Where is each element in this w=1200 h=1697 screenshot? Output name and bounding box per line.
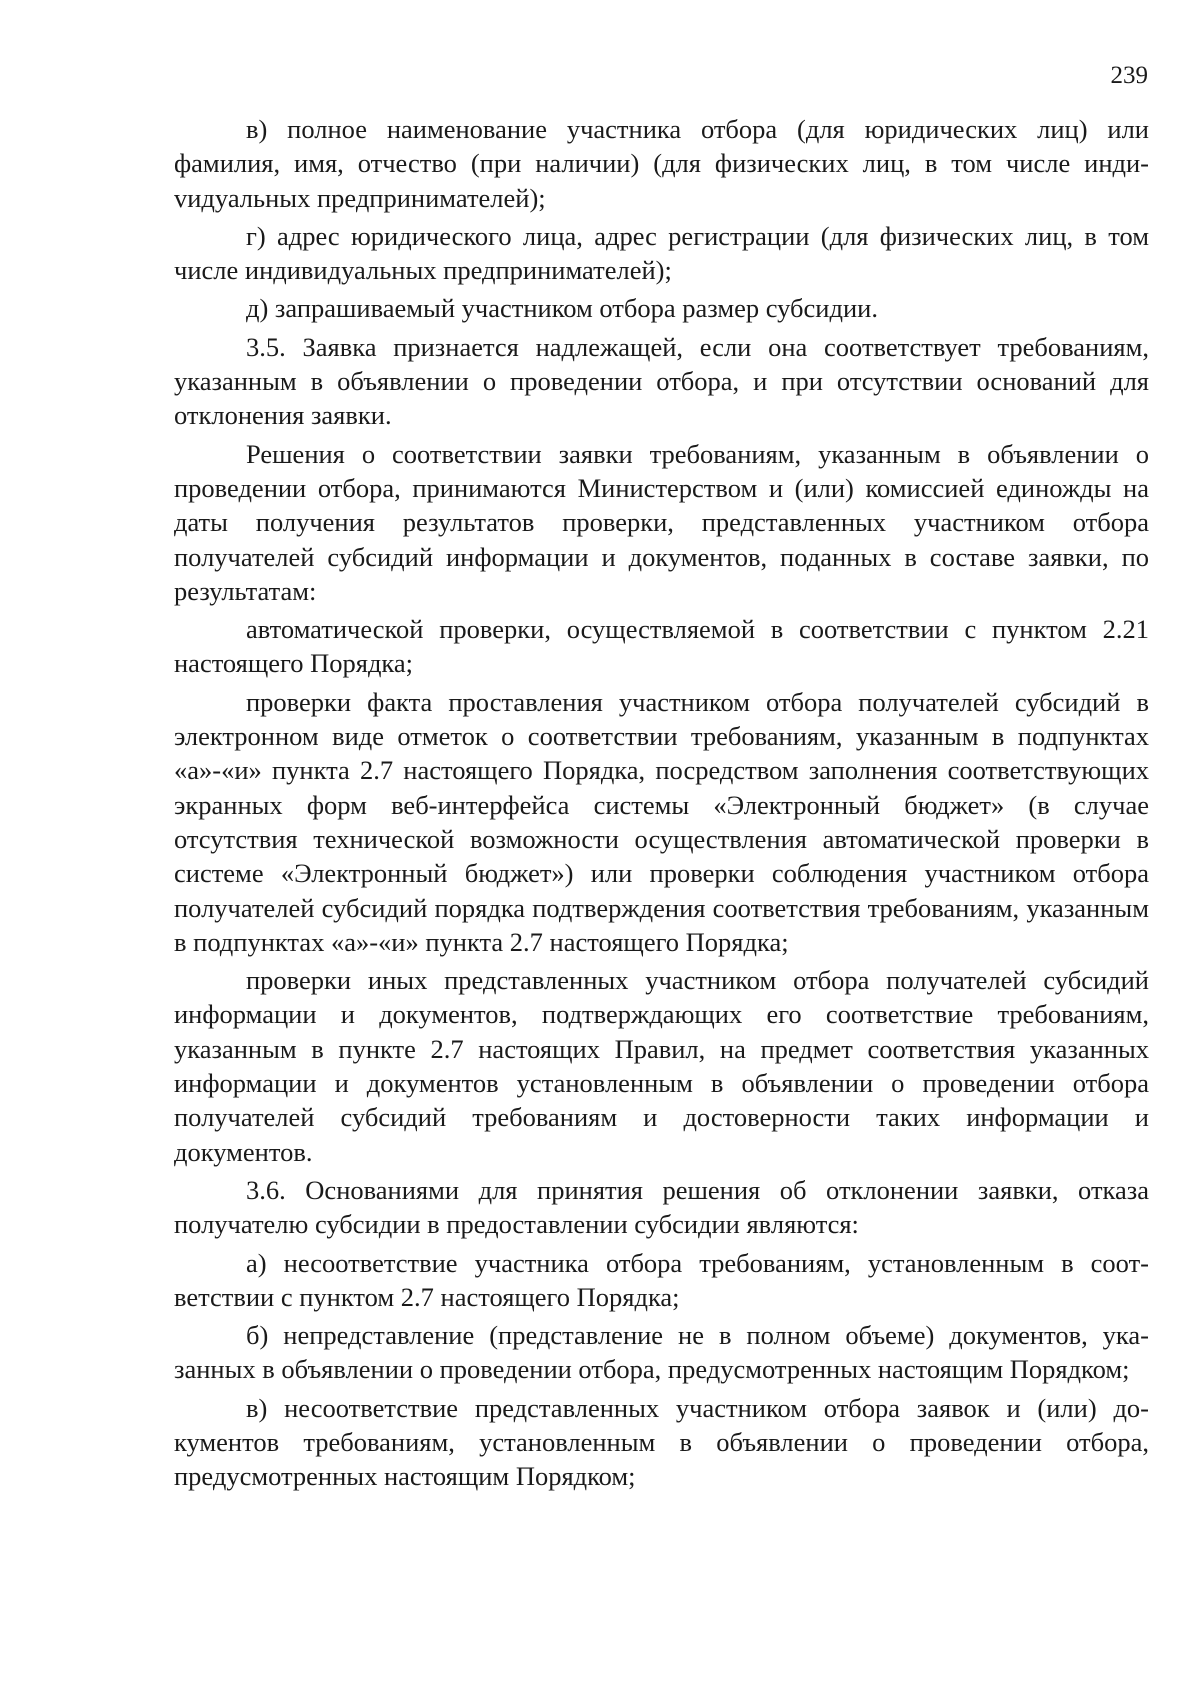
paragraph-item-d: д) запрашиваемый участником отбора размер субсидии. <box>246 293 878 324</box>
paragraph-marks-check: проверки факта проставления участником отбора получателей субсидий в электронном виде отметок о соответствии требованиям, указанным в подпунктах «а»-«и» пункта 2.7 настоящего Порядка, посредством заполнения соответствующих экранных форм веб-интерфейса системы «Электронный бюджет» (в случае отсутствия технической возможности осуществления автоматической проверки в системе «Электронный бюджет») или проверки соблюдения участником отбора получателей субсидий порядка подтверждения соответствия требованиям, указанным в подпунктах «а»-«и» пункта 2.7 настоящего Порядка; <box>174 686 1149 957</box>
paragraph-automatic-check: автоматической проверки, осуществляемой в соответствии с пунктом 2.21 настоящего Порядка; <box>174 614 1149 679</box>
paragraph-reason-v: в) несоответствие представленных участником отбора заявок и (или) документов требованиям, установленным в объявлении о проведении отбора, предусмотренных настоящим Порядком; <box>174 1392 1149 1492</box>
paragraph-item-g: г) адрес юридического лица, адрес регистрации (для физических лиц, в том числе индивидуальных предпринимателей); <box>174 220 1149 286</box>
paragraph-decisions: Решения о соответствии заявки требованиям, указанным в объявлении о проведении отбора, принимаются Министерством и (или) комиссией единожды на даты получения результатов проверки, представленных участником отбора получателей субсидий информации и документов, поданных в составе заявки, по результатам: <box>174 438 1149 606</box>
paragraph-3-5: 3.5. Заявка признается надлежащей, если она соответствует требованиям, указанным в объявлении о проведении отбора, и при отсутствии оснований для отклонения заявки. <box>174 331 1149 431</box>
paragraph-other-docs-check: проверки иных представленных участником отбора получателей субсидий информации и документов, подтверждающих его соответствие требованиям, указанным в пункте 2.7 настоящих Правил, на предмет соответствия указанных информации и документов установленным в объявлении о проведении отбора получателей субсидий требованиям и достоверности таких информации и документов. <box>174 965 1149 1167</box>
paragraph-reason-b: б) непредставление (представление не в полном объеме) документов, указанных в объявлении о проведении отбора, предусмотренных настоящим Порядком; <box>174 1320 1149 1385</box>
page-number: 239 <box>1110 62 1148 89</box>
paragraph-item-v: в) полное наименование участника отбора (для юридических лиц) или фамилия, имя, отчество (при наличии) (для физических лиц, в том числе индиvидуальных предпринимателей); <box>174 114 1149 213</box>
paragraph-reason-a: а) несоответствие участника отбора требованиям, установленным в соответствии с пунктом 2.7 настоящего Порядка; <box>174 1247 1149 1312</box>
paragraph-3-6: 3.6. Основаниями для принятия решения об отклонении заявки, отказа получателю субсидии в предоставлении субсидии являются: <box>174 1174 1149 1240</box>
document-body <box>174 112 1149 1494</box>
